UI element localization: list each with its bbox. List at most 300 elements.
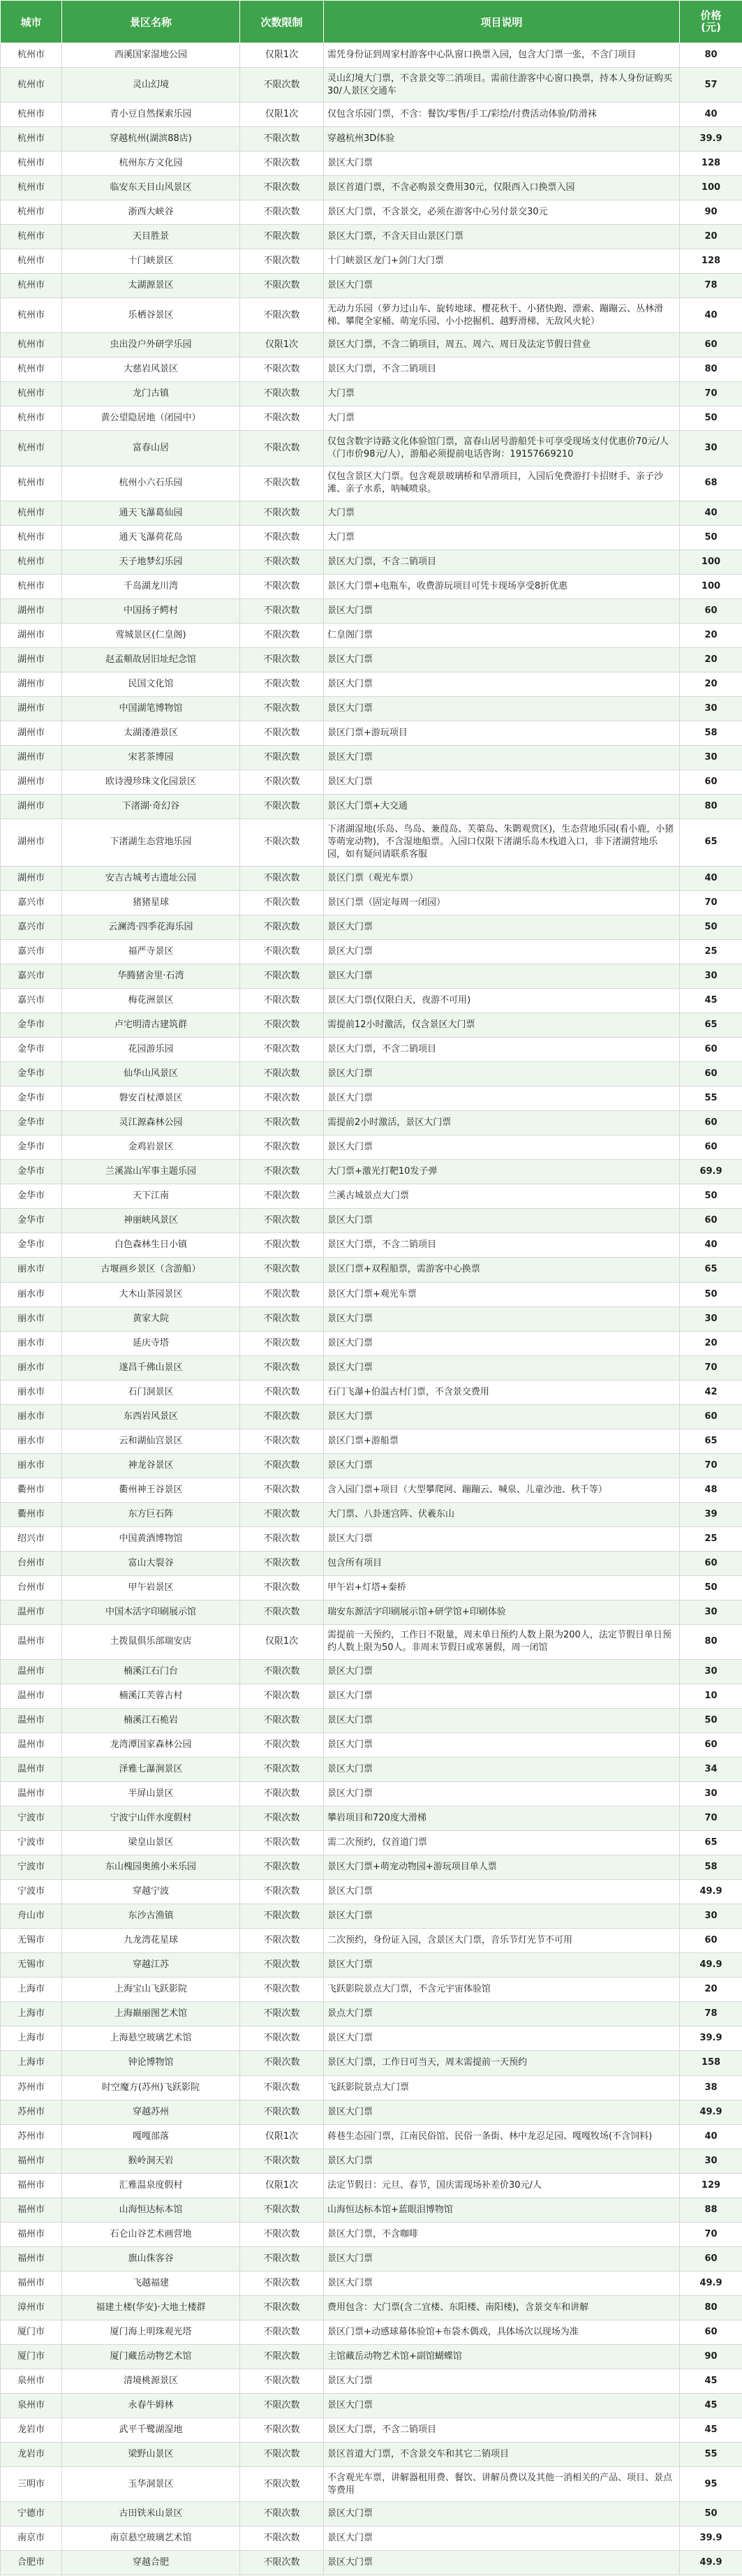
visit-limit-cell: 不限次数 (240, 2417, 324, 2442)
city-cell: 三明市 (1, 2467, 62, 2502)
city-cell: 温州市 (1, 1733, 62, 1758)
description-cell: 不含观光车票，讲解器租用费、餐饮、讲解员费以及其他一消相关的产品、项目、景点等费用 (324, 2467, 680, 2502)
price-cell: 80 (680, 1624, 742, 1659)
city-cell: 湖州市 (1, 647, 62, 672)
price-cell: 80 (680, 794, 742, 818)
table-row (1, 1551, 742, 1575)
city-cell: 宁波市 (1, 1806, 62, 1831)
city-cell: 嘉兴市 (1, 915, 62, 940)
price-cell: 60 (680, 1733, 742, 1758)
description-cell: 景区大门票 (324, 2149, 680, 2173)
description-cell: 景区大门票，不含二销项目 (324, 550, 680, 574)
description-cell: 飞跃影院景点大门票 (324, 2075, 680, 2100)
price-cell: 100 (680, 574, 742, 598)
visit-limit-cell: 不限次数 (240, 1684, 324, 1709)
price-cell: 65 (680, 1013, 742, 1038)
table-row (1, 1978, 742, 2002)
visit-limit-cell: 不限次数 (240, 1880, 324, 1904)
city-cell: 金华市 (1, 1160, 62, 1184)
table-row (1, 1233, 742, 1258)
description-cell: 景区大门票 (324, 1307, 680, 1331)
scenic-name-cell: 钟论博物馆 (62, 2051, 240, 2075)
visit-limit-cell: 不限次数 (240, 1429, 324, 1453)
scenic-name-cell: 汇雅温泉度假村 (62, 2173, 240, 2198)
table-row (1, 2198, 742, 2222)
visit-limit-cell: 不限次数 (240, 1307, 324, 1331)
table-row (1, 2100, 742, 2124)
scenic-name-cell: 楠溪江石门台 (62, 1659, 240, 1684)
visit-limit-cell: 不限次数 (240, 598, 324, 623)
price-cell: 39.9 (680, 2526, 742, 2551)
description-cell: 需二次预约，仅首道门票 (324, 1831, 680, 1855)
table-row (1, 1929, 742, 1953)
price-cell: 60 (680, 333, 742, 358)
city-cell: 丽水市 (1, 1307, 62, 1331)
table-row (1, 2246, 742, 2271)
table-row (1, 1013, 742, 1038)
table-row (1, 2344, 742, 2369)
price-cell: 30 (680, 1600, 742, 1624)
scenic-name-cell: 大慈岩风景区 (62, 358, 240, 382)
price-cell: 48 (680, 1478, 742, 1502)
visit-limit-cell: 不限次数 (240, 2198, 324, 2222)
city-cell: 无锡市 (1, 1929, 62, 1953)
price-cell: 100 (680, 550, 742, 574)
description-cell: 大门票、八卦迷宫阵、伏羲东山 (324, 1502, 680, 1526)
table-row (1, 1478, 742, 1502)
price-cell: 70 (680, 1355, 742, 1380)
table-row (1, 696, 742, 721)
price-cell: 30 (680, 2149, 742, 2173)
table-row (1, 2295, 742, 2320)
table-row (1, 2526, 742, 2551)
visit-limit-cell: 不限次数 (240, 1659, 324, 1684)
visit-limit-cell: 不限次数 (240, 1526, 324, 1551)
price-cell: 30 (680, 1307, 742, 1331)
price-cell: 49.9 (680, 1880, 742, 1904)
city-cell: 嘉兴市 (1, 891, 62, 915)
city-cell: 温州市 (1, 1782, 62, 1806)
city-cell: 苏州市 (1, 2100, 62, 2124)
price-cell: 20 (680, 1331, 742, 1355)
price-cell: 39.9 (680, 127, 742, 152)
table-row (1, 989, 742, 1013)
scenic-name-cell: 云和湖仙宫景区 (62, 1429, 240, 1453)
header-description: 项目说明 (324, 1, 680, 43)
price-cell: 88 (680, 2198, 742, 2222)
city-cell: 泉州市 (1, 2393, 62, 2417)
city-cell: 宁波市 (1, 1855, 62, 1880)
visit-limit-cell: 不限次数 (240, 406, 324, 431)
visit-limit-cell: 不限次数 (240, 1209, 324, 1233)
table-row (1, 1135, 742, 1160)
table-row (1, 333, 742, 358)
city-cell: 湖州市 (1, 770, 62, 794)
description-cell: 景区大门票 (324, 1404, 680, 1429)
visit-limit-cell: 不限次数 (240, 1038, 324, 1062)
description-cell: 穿越杭州3D体验 (324, 127, 680, 152)
city-cell: 湖州市 (1, 721, 62, 745)
visit-limit-cell: 不限次数 (240, 721, 324, 745)
description-cell: 兰溪古城景点大门票 (324, 1184, 680, 1209)
visit-limit-cell: 不限次数 (240, 1404, 324, 1429)
price-cell: 60 (680, 1551, 742, 1575)
scenic-name-cell: 东方巨石阵 (62, 1502, 240, 1526)
city-cell: 杭州市 (1, 249, 62, 274)
description-cell: 景区门票+双程船票，需游客中心换票 (324, 1258, 680, 1282)
scenic-name-cell: 嘎嘎部落 (62, 2124, 240, 2149)
table-row (1, 1429, 742, 1453)
city-cell: 衢州市 (1, 1478, 62, 1502)
scenic-name-cell: 东沙古渔镇 (62, 1904, 240, 1929)
city-cell: 杭州市 (1, 200, 62, 225)
table-row (1, 1087, 742, 1111)
visit-limit-cell: 不限次数 (240, 696, 324, 721)
table-row (1, 1038, 742, 1062)
price-cell: 70 (680, 1453, 742, 1478)
city-cell: 上海市 (1, 2051, 62, 2075)
table-row (1, 358, 742, 382)
city-cell: 福州市 (1, 2198, 62, 2222)
table-row (1, 1282, 742, 1307)
price-cell: 25 (680, 1526, 742, 1551)
visit-limit-cell: 不限次数 (240, 525, 324, 550)
table-row (1, 2149, 742, 2173)
city-cell: 湖州市 (1, 818, 62, 866)
description-cell: 需提前2小时激活，景区大门票 (324, 1111, 680, 1135)
header-scenic-name: 景区名称 (62, 1, 240, 43)
city-cell: 宁德市 (1, 2502, 62, 2526)
scenic-name-cell: 民国文化馆 (62, 672, 240, 696)
table-row (1, 2271, 742, 2295)
scenic-name-cell: 天子地梦幻乐园 (62, 550, 240, 574)
city-cell: 无锡市 (1, 1953, 62, 1978)
description-cell: 飞跃影院景点大门票，不含元宇宙体验馆 (324, 1978, 680, 2002)
table-body (1, 43, 742, 2575)
price-cell: 45 (680, 2393, 742, 2417)
scenic-name-cell: 宁波宁山伴水度假村 (62, 1806, 240, 1831)
description-cell: 景区大门票 (324, 2393, 680, 2417)
scenic-name-cell: 猴岭洞天岩 (62, 2149, 240, 2173)
visit-limit-cell: 仅限1次 (240, 103, 324, 127)
visit-limit-cell: 不限次数 (240, 1282, 324, 1307)
visit-limit-cell: 不限次数 (240, 550, 324, 574)
description-cell: 甲午岩+灯塔+秦桥 (324, 1575, 680, 1600)
table-row (1, 68, 742, 103)
description-cell: 景区大门票，不含二销项目，周五、周六、周日及法定节假日营业 (324, 333, 680, 358)
city-cell: 杭州市 (1, 274, 62, 298)
description-cell: 二次预约，身份证入园，含景区大门票，音乐节灯光节不可用 (324, 1929, 680, 1953)
scenic-name-cell: 千岛湖龙川湾 (62, 574, 240, 598)
description-cell: 景区大门票 (324, 1953, 680, 1978)
scenic-name-cell: 楠溪江石桅岩 (62, 1709, 240, 1733)
visit-limit-cell: 不限次数 (240, 249, 324, 274)
city-cell: 杭州市 (1, 382, 62, 406)
scenic-name-cell: 旗山侏客谷 (62, 2246, 240, 2271)
price-cell: 39 (680, 1502, 742, 1526)
scenic-name-cell: 福严寺景区 (62, 940, 240, 964)
city-cell: 龙岩市 (1, 2442, 62, 2466)
visit-limit-cell: 不限次数 (240, 2467, 324, 2502)
table-row (1, 2551, 742, 2575)
description-cell: 仁皇阁门票 (324, 623, 680, 647)
price-cell: 128 (680, 249, 742, 274)
description-cell: 景区大门票 (324, 672, 680, 696)
table-row (1, 866, 742, 890)
city-cell: 福州市 (1, 2149, 62, 2173)
description-cell: 景区大门票 (324, 1087, 680, 1111)
scenic-name-cell: 通天飞瀑荷花岛 (62, 525, 240, 550)
price-cell: 60 (680, 1062, 742, 1087)
scenic-name-cell: 土拨鼠俱乐部瑞安店 (62, 1624, 240, 1659)
city-cell: 杭州市 (1, 152, 62, 176)
visit-limit-cell: 不限次数 (240, 2344, 324, 2369)
table-row (1, 1600, 742, 1624)
description-cell: 景区大门票 (324, 274, 680, 298)
visit-limit-cell: 不限次数 (240, 2051, 324, 2075)
scenic-name-cell: 下渚湖·奇幻谷 (62, 794, 240, 818)
table-row (1, 1258, 742, 1282)
description-cell: 无动力乐园（萝力过山车、旋转地球、樱花秋千、小猪快跑、漂索、蹦蹦云、丛林滑梯、攀爬全家桶、萌宠乐园、小小挖掘机、越野滑梯、无敌风火轮） (324, 298, 680, 333)
table-row (1, 1062, 742, 1087)
city-cell: 杭州市 (1, 103, 62, 127)
description-cell: 景区大门票+萌宠动物园+游玩项目单人票 (324, 1855, 680, 1880)
scenic-name-cell: 天目胜景 (62, 225, 240, 249)
price-cell: 50 (680, 1709, 742, 1733)
table-row (1, 940, 742, 964)
scenic-name-cell: 半屏山景区 (62, 1782, 240, 1806)
city-cell: 金华市 (1, 1135, 62, 1160)
scenic-name-cell: 太湖溇港景区 (62, 721, 240, 745)
description-cell: 主馆藏岳动物艺术馆+副馆蝴蝶馆 (324, 2344, 680, 2369)
price-cell: 40 (680, 1233, 742, 1258)
description-cell: 景区大门票 (324, 915, 680, 940)
scenic-name-cell: 古堰画乡景区（含游船） (62, 1258, 240, 1282)
description-cell: 景区大门票 (324, 1758, 680, 1782)
city-cell: 上海市 (1, 1978, 62, 2002)
price-cell: 50 (680, 1184, 742, 1209)
city-cell: 丽水市 (1, 1331, 62, 1355)
table-row (1, 1855, 742, 1880)
visit-limit-cell: 不限次数 (240, 1111, 324, 1135)
visit-limit-cell: 不限次数 (240, 501, 324, 525)
city-cell: 杭州市 (1, 298, 62, 333)
description-cell: 景区大门票 (324, 964, 680, 989)
city-cell: 丽水市 (1, 1380, 62, 1404)
price-cell: 20 (680, 647, 742, 672)
visit-limit-cell: 不限次数 (240, 2551, 324, 2575)
visit-limit-cell: 不限次数 (240, 1013, 324, 1038)
city-cell: 温州市 (1, 1684, 62, 1709)
description-cell: 景区大门票 (324, 1880, 680, 1904)
description-cell: 景区大门票 (324, 1709, 680, 1733)
price-cell: 38 (680, 2075, 742, 2100)
description-cell: 景区首道大门票，不含景交车和其它二销项目 (324, 2442, 680, 2466)
description-cell: 景区大门票，不含二销项目 (324, 1038, 680, 1062)
visit-limit-cell: 仅限1次 (240, 1624, 324, 1659)
scenic-name-cell: 华腾猪舍里·石湾 (62, 964, 240, 989)
price-cell: 30 (680, 1904, 742, 1929)
description-cell: 景区大门票 (324, 2026, 680, 2051)
scenic-name-cell: 玉华洞景区 (62, 2467, 240, 2502)
price-cell: 55 (680, 1087, 742, 1111)
city-cell: 杭州市 (1, 574, 62, 598)
price-cell: 50 (680, 2502, 742, 2526)
visit-limit-cell: 不限次数 (240, 1709, 324, 1733)
price-cell: 158 (680, 2051, 742, 2075)
city-cell: 杭州市 (1, 358, 62, 382)
scenic-name-cell: 白色森林生日小镇 (62, 1233, 240, 1258)
visit-limit-cell: 不限次数 (240, 915, 324, 940)
scenic-name-cell: 石仑山谷艺术画营地 (62, 2222, 240, 2246)
price-cell: 65 (680, 818, 742, 866)
price-cell: 40 (680, 103, 742, 127)
scenic-name-cell: 穿越杭州(湖滨88店) (62, 127, 240, 152)
visit-limit-cell: 不限次数 (240, 1782, 324, 1806)
description-cell: 石门飞瀑+伯温古村门票，不含景交费用 (324, 1380, 680, 1404)
visit-limit-cell: 不限次数 (240, 1258, 324, 1282)
table-row (1, 1331, 742, 1355)
city-cell: 福州市 (1, 2173, 62, 2198)
description-cell: 景区首道门票，不含必购景交费用30元，仅限西入口换票入园 (324, 176, 680, 200)
scenic-name-cell: 神龙谷景区 (62, 1453, 240, 1478)
visit-limit-cell: 不限次数 (240, 2502, 324, 2526)
scenic-name-cell: 梁野山景区 (62, 2442, 240, 2466)
description-cell: 费用包含：大门票(含二宜楼、东阳楼、南阳楼)，含景交车和讲解 (324, 2295, 680, 2320)
description-cell: 景区大门票 (324, 2526, 680, 2551)
scenic-name-cell: 神丽峡风景区 (62, 1209, 240, 1233)
city-cell: 福州市 (1, 2271, 62, 2295)
description-cell: 瑞安东源活字印刷展示馆+研学馆+印刷体验 (324, 1600, 680, 1624)
price-cell: 90 (680, 200, 742, 225)
description-cell: 景区大门票 (324, 1331, 680, 1355)
table-row (1, 672, 742, 696)
description-cell: 景区大门票 (324, 2369, 680, 2393)
visit-limit-cell: 不限次数 (240, 574, 324, 598)
scenic-name-cell: 青小豆自然探索乐园 (62, 103, 240, 127)
table-row (1, 1904, 742, 1929)
price-cell: 10 (680, 1684, 742, 1709)
city-cell: 金华市 (1, 1233, 62, 1258)
table-row (1, 1453, 742, 1478)
price-cell: 60 (680, 1135, 742, 1160)
city-cell: 湖州市 (1, 623, 62, 647)
table-row (1, 2417, 742, 2442)
city-cell: 台州市 (1, 1575, 62, 1600)
city-cell: 金华市 (1, 1087, 62, 1111)
scenic-name-cell: 下渚湖生态营地乐园 (62, 818, 240, 866)
visit-limit-cell: 不限次数 (240, 382, 324, 406)
visit-limit-cell: 不限次数 (240, 866, 324, 890)
description-cell: 大门票 (324, 406, 680, 431)
scenic-name-cell: 猪猪星球 (62, 891, 240, 915)
description-cell: 景区大门票 (324, 152, 680, 176)
table-row (1, 1709, 742, 1733)
city-cell: 温州市 (1, 1600, 62, 1624)
table-row (1, 891, 742, 915)
price-cell: 60 (680, 1929, 742, 1953)
price-cell: 49.9 (680, 2100, 742, 2124)
price-cell: 25 (680, 940, 742, 964)
visit-limit-cell: 不限次数 (240, 2246, 324, 2271)
visit-limit-cell: 不限次数 (240, 2526, 324, 2551)
table-row (1, 745, 742, 770)
city-cell: 杭州市 (1, 176, 62, 200)
price-cell: 30 (680, 745, 742, 770)
visit-limit-cell: 不限次数 (240, 358, 324, 382)
description-cell: 法定节假日：元旦、春节，国庆需现场补差价30元/人 (324, 2173, 680, 2198)
scenic-name-cell: 黄家大院 (62, 1307, 240, 1331)
table-row (1, 225, 742, 249)
visit-limit-cell: 不限次数 (240, 200, 324, 225)
description-cell: 景区大门票，工作日可当天，周末需提前一天预约 (324, 2051, 680, 2075)
price-cell: 70 (680, 382, 742, 406)
table-row (1, 1782, 742, 1806)
table-row (1, 501, 742, 525)
description-cell: 仅包含乐园门票，不含：餐饮/零售/手工/彩绘/付费活动体验/防滑袜 (324, 103, 680, 127)
scenic-name-cell: 富山大裂谷 (62, 1551, 240, 1575)
description-cell: 景区大门票 (324, 940, 680, 964)
scenic-name-cell: 中国木活字印刷展示馆 (62, 1600, 240, 1624)
visit-limit-cell: 不限次数 (240, 745, 324, 770)
description-cell: 景区大门票 (324, 770, 680, 794)
table-row (1, 915, 742, 940)
table-row (1, 249, 742, 274)
visit-limit-cell: 不限次数 (240, 672, 324, 696)
header-city: 城市 (1, 1, 62, 43)
price-cell: 58 (680, 721, 742, 745)
scenic-name-cell: 磐安百杖潭景区 (62, 1087, 240, 1111)
visit-limit-cell: 不限次数 (240, 274, 324, 298)
table-row (1, 1953, 742, 1978)
visit-limit-cell: 不限次数 (240, 1575, 324, 1600)
scenic-name-cell: 通天飞瀑葛仙园 (62, 501, 240, 525)
city-cell: 温州市 (1, 1624, 62, 1659)
visit-limit-cell: 仅限1次 (240, 2173, 324, 2198)
description-cell: 包含所有项目 (324, 1551, 680, 1575)
scenic-name-cell: 宋茗茶博园 (62, 745, 240, 770)
table-row (1, 406, 742, 431)
city-cell: 苏州市 (1, 2075, 62, 2100)
description-cell: 景区大门票 (324, 1733, 680, 1758)
city-cell: 湖州市 (1, 866, 62, 890)
header-price: 价格 (元) (680, 1, 742, 43)
scenic-name-cell: 甲午岩景区 (62, 1575, 240, 1600)
price-cell: 45 (680, 2369, 742, 2393)
visit-limit-cell: 不限次数 (240, 2320, 324, 2344)
description-cell: 仅包含数字诗路文化体验馆门票，富春山居号游船凭卡可享受现场支付优惠价70元/人（门市价98元/人），游船必须提前电话咨询：19157669210 (324, 431, 680, 466)
city-cell: 嘉兴市 (1, 940, 62, 964)
scenic-name-cell: 中国湖笔博物馆 (62, 696, 240, 721)
city-cell: 湖州市 (1, 672, 62, 696)
visit-limit-cell: 不限次数 (240, 2075, 324, 2100)
table-row (1, 2222, 742, 2246)
description-cell: 景区大门票，不含二销项目 (324, 1233, 680, 1258)
table-row (1, 2026, 742, 2051)
table-row (1, 1355, 742, 1380)
city-cell: 杭州市 (1, 501, 62, 525)
table-row (1, 1380, 742, 1404)
scenic-name-cell: 厦门藏岳动物艺术馆 (62, 2344, 240, 2369)
price-cell: 49.9 (680, 2271, 742, 2295)
table-row (1, 466, 742, 501)
table-row (1, 1526, 742, 1551)
table-row (1, 1733, 742, 1758)
table-row (1, 1831, 742, 1855)
table-row (1, 525, 742, 550)
city-cell: 丽水市 (1, 1453, 62, 1478)
price-cell: 57 (680, 68, 742, 103)
